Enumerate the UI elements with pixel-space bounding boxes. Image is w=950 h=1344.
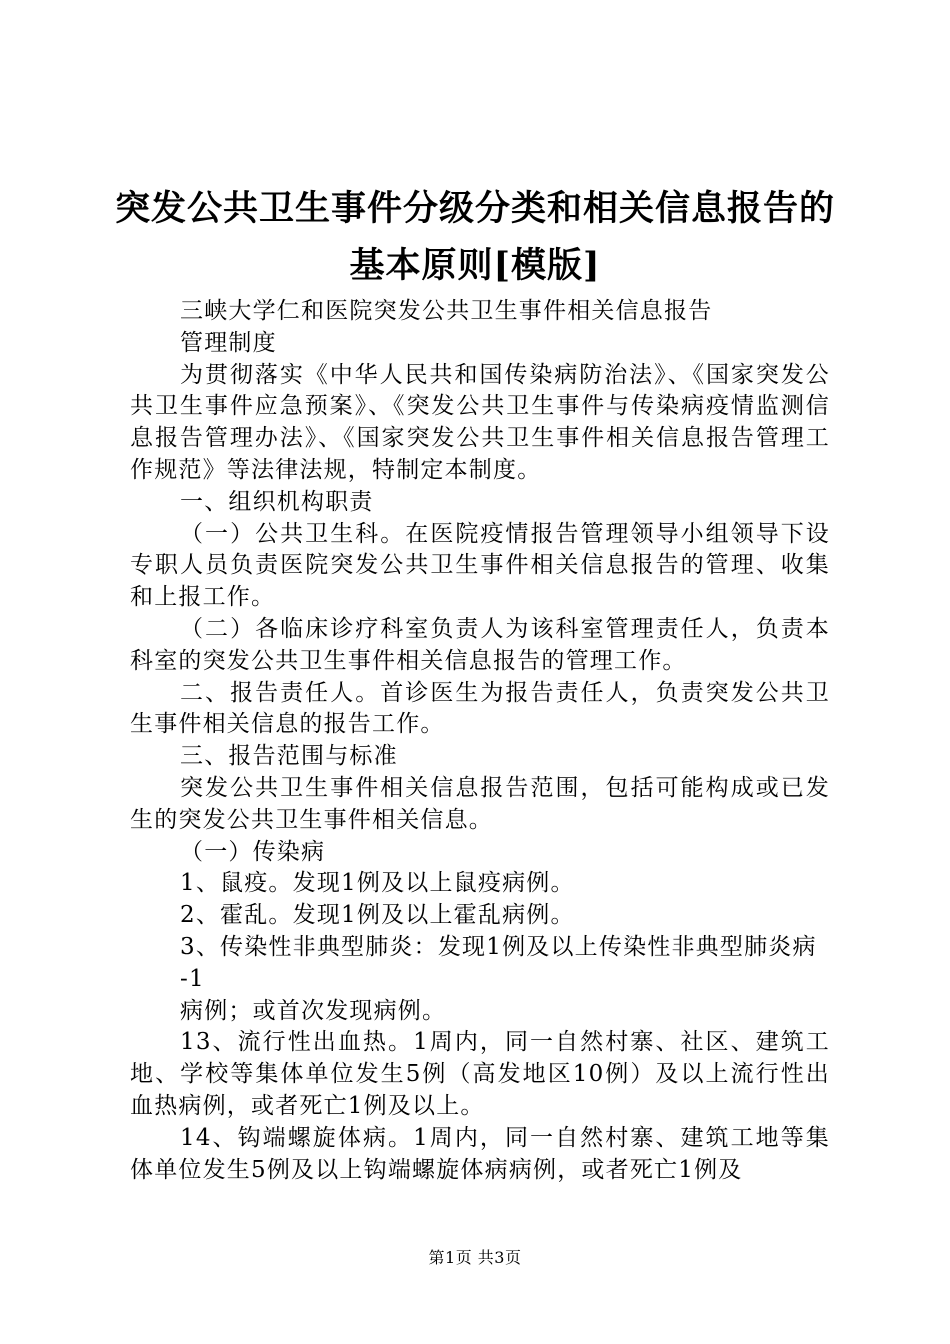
page-fragment-marker: -1 — [180, 965, 205, 992]
body-paragraph: （一）公共卫生科。在医院疫情报告管理领导小组领导下设专职人员负责医院突发公共卫生事件相关信息报告的管理、收集和上报工作。 — [130, 520, 830, 611]
body-paragraph: 三峡大学仁和医院突发公共卫生事件相关信息报告 — [180, 298, 713, 324]
body-paragraph: 突发公共卫生事件相关信息报告范围，包括可能构成或已发生的突发公共卫生事件相关信息。 — [130, 774, 830, 833]
list-item: 14、钩端螺旋体病。1周内，同一自然村寨、建筑工地等集体单位发生5例及以上钩端螺旋体病病例，或者死亡1例及 — [130, 1124, 830, 1183]
list-item: 13、流行性出血热。1周内，同一自然村寨、社区、建筑工地、学校等集体单位发生5例（高发地区10例）及以上流行性出血热病例，或者死亡1例及以上。 — [130, 1029, 830, 1119]
body-paragraph: 管理制度 — [180, 329, 277, 356]
section-heading: 一、组织机构职责 — [180, 488, 374, 515]
subsection-heading: （一）传染病 — [180, 838, 326, 865]
body-paragraph: 二、报告责任人。首诊医生为报告责任人，负责突发公共卫生事件相关信息的报告工作。 — [130, 679, 830, 738]
document-body — [130, 296, 830, 1186]
list-item: 2、霍乱。发现1例及以上霍乱病例。 — [180, 902, 575, 929]
list-item: 病例；或首次发现病例。 — [180, 997, 447, 1024]
list-item: 1、鼠疫。发现1例及以上鼠疫病例。 — [180, 870, 575, 897]
list-item: 3、传染性非典型肺炎：发现1例及以上传染性非典型肺炎病 — [180, 933, 817, 960]
page-number-footer: 第1页 共3页 — [428, 1248, 522, 1267]
body-paragraph: 为贯彻落实《中华人民共和国传染病防治法》、《国家突发公共卫生事件应急预案》、《突发公共卫生事件与传染病疫情监测信息报告管理办法》、《国家突发公共卫生事件相关信息报告管理工作规范》等法律法规，特制定本制度。 — [130, 361, 830, 483]
body-paragraph: （二）各临床诊疗科室负责人为该科室管理责任人，负责本科室的突发公共卫生事件相关信息报告的管理工作。 — [130, 615, 830, 674]
section-heading: 三、报告范围与标准 — [180, 743, 398, 770]
document-title-line-1: 突发公共卫生事件分级分类和相关信息报告的 — [114, 188, 835, 229]
document-title-line-2: 基本原则[模版] — [349, 245, 601, 286]
